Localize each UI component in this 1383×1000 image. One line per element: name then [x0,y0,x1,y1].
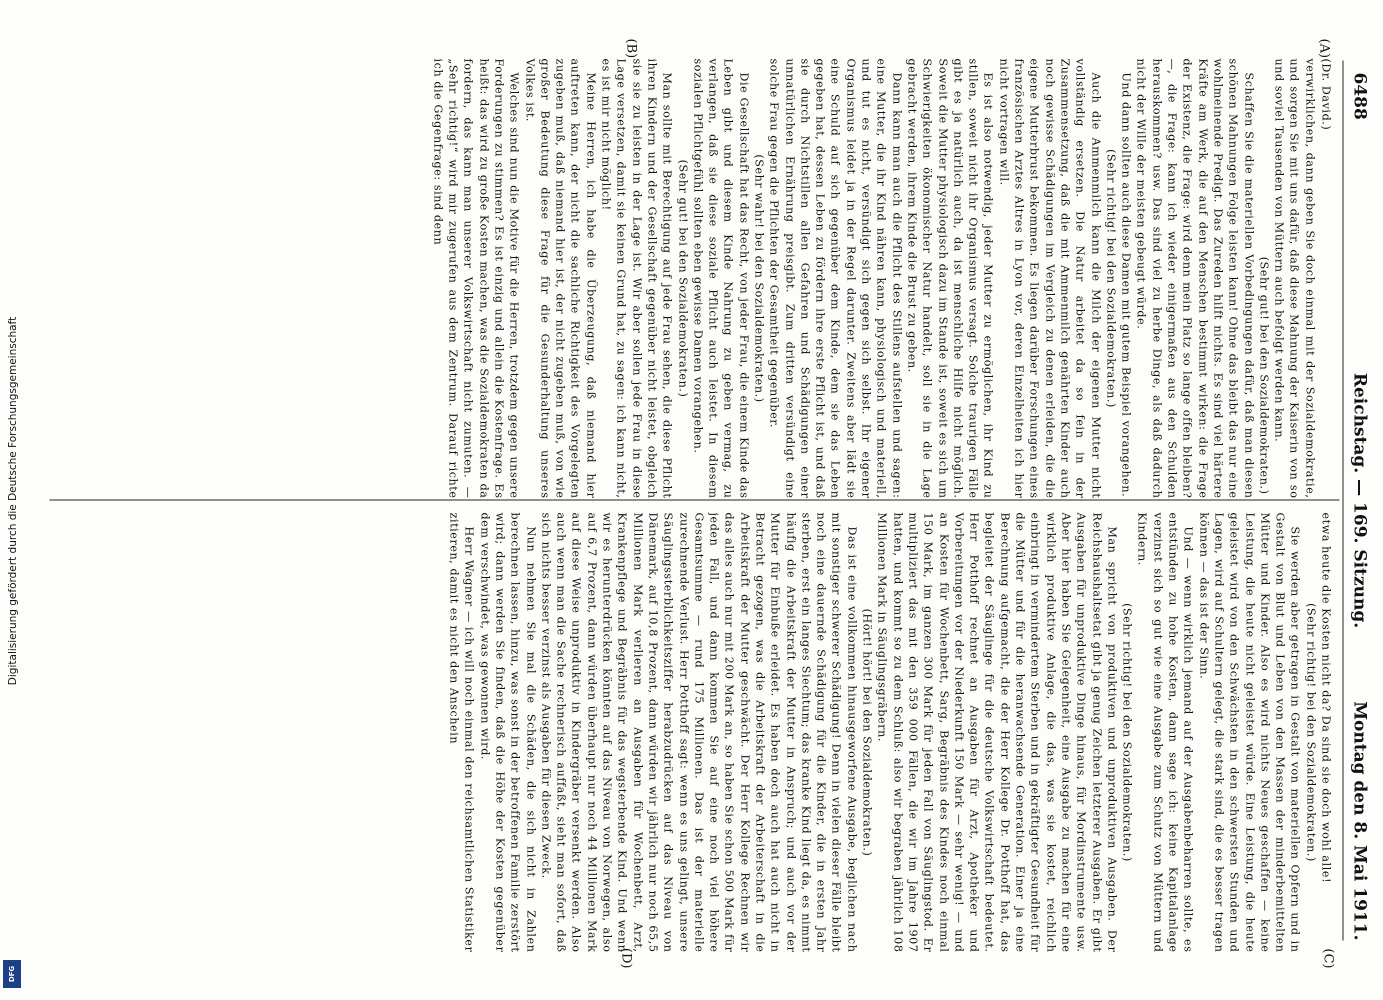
paragraph: Schaffen Sie die materiellen Vorbedingungen dafür, daß man diesen schönen Mahnungen Folge leisten kann! Ohne das bleibt das nur eine wohlmeinende Predigt. Das Zureden hilft nichts. Es sind viel härtere Kräfte am Werk, die auf den Menschen bestimmt wirken: die Frage der Existenz, die Frage: wird denn mein Platz so lange offen bleiben? —, die Frage: kann ich wieder einigermaßen aus den Schulden herauskommen? usw. Das sind viel zu herbe Dinge, als daß dadurch nicht der Wille der meisten gebeugt würde. [1134,58,1255,498]
paragraph: Die Gesellschaft hat das Recht, von jeder Frau, die einem Kinde das Leben gibt und diesem Kinde Nahrung zu geben vermag, zu verlangen, daß sie diese soziale Pflicht auch leistet. In diesem sozialen Pflichtgefühl sollten eben gewisse Damen vorangehen. [690,58,750,498]
header-rule [1342,60,1343,940]
interjection: (Hört! hört! bei den Sozialdemokraten.) [860,608,874,856]
interjection: (Sehr gut! bei den Sozialdemokraten.) [675,159,689,397]
paragraph: Welches sind nun die Motive für die Herren, trotzdem gegen unsere Forderungen zu stimmen? Es ist einzig und allein die Kostenfrage. Es heißt: das wird zu große Kosten machen, was die Sozialdemokraten da fordern, das kann man unserer Volkswirtschaft nicht zumuten. — „Sehr richtig!“ wird mir zugerufen aus dem Zentrum. Darauf richte ich die Gegenfrage: sind denn [430,58,521,498]
interjection: (Sehr richtig! bei den Sozialdemokraten.) [1120,602,1134,862]
paragraph: Meine Herren, ich habe die Überzeugung, daß niemand hier auftreten kann, der nicht die sachliche Richtigkeit des Vorgelegten zugeben muß, daß niemand hier ist, der nicht zugeben muß, von wie großer Bedeutung diese Frage für die Gesunderhaltung unseres Volkes ist. [522,58,597,498]
interjection: (Sehr gut! bei den Sozialdemokraten.) [1256,256,1270,494]
margin-marker-d: (D) [618,947,633,968]
margin-marker-c: (C) [1320,947,1335,968]
session-title: Reichstag. — 169. Sitzung. [1349,372,1369,628]
dfg-logo-icon [3,960,21,988]
session-date: Montag den 8. Mai 1911. [1349,700,1369,940]
paragraph: Und — wenn wirklich jemand auf der Ausgabenbeharren sollte, es entstünden zu hohe Kosten, dann sage ich: keine Kapitalanlage verzinst sich so gut wie eine Ausgabe zum Schutz von Müttern und Kindern. [1135,512,1195,952]
paragraph: Man spricht von produktiven und unproduktiven Ausgaben. Der Reichshaushaltsetat gibt ja genug Zeichen letzterer Ausgaben. Er gibt Ausgaben für unproduktive Dinge hinaus, für Mordinstrumente usw. Aber hier haben Sie Gelegenheit, eine Ausgabe zu machen für eine wirklich produktive Anlage, die das, was sie kostet, reichlich einbringt in vermindertem Sterben und in gekräftigter Gesundheit für die Mütter und für die heranwachsende Generation. Einer ja eine Berechnung aufgemacht, die der Herr Kollege Dr. Potthoff hat, das begleitet der Säuglinge für die deutsche Volkswirtschaft bedeutet. Herr Potthoff rechnet an Ausgaben für Arzt, Apotheker und Vorbereitungen vor der Niederkunft 150 Mark — sehr wenig! — und an Kosten für Wochenbett, Sarg, Begräbnis des Kindes noch einmal 150 Mark, im ganzen 300 Mark für jeden Fall von Säuglingstod. Er multipliziert das mit den 359 000 Fällen, die wir im Jahre 1907 hatten, und kommt so zu dem Schluß: also wir begraben jährlich 108 Millionen Mark in Säuglingsgräbern. [875,512,1118,952]
paragraph: etwa heute die Kosten nicht da? Da sind sie doch wohl alle! [1319,512,1332,883]
paragraph: Man sollte mit Berechtigung auf jede Frau sehen, die diese Pflicht ihren Kindern und der Gesellschaft gegenüber nicht leistet, obgleich sie sie zu leisten in der Lage ist. Wir aber sollen jede Frau in diese Lage versetzen, damit sie keinen Grund hat, zu sagen: ich kann nicht, es ist mir nicht möglich! [599,58,674,498]
dfg-logo-text: DFG [8,965,16,983]
page-header [1341,0,1369,1000]
funding-note [2,36,24,994]
column-divider [49,499,1339,500]
paragraph: Sie werden aber getragen in Gestalt von materiellen Opfern und in Gestalt von Blut und Leben von den Massen der minderbemittelten Mütter und Kinder. Also es wird nichts Neues geschaffen — keine Leistung, die heute nicht geleistet würde. Eine Leistung, die heute geleistet wird von den Schwächsten in den schwersten Stunden und Lagen, wird auf Schultern gelegt, die stark sind, die es besser tragen können — das ist der Sinn. [1196,512,1302,952]
interjection: (Sehr wahr! bei den Sozialdemokraten.) [752,153,766,403]
paragraph: Herr Wagner — ich will noch einmal den reichsamtlichen Statistiker zitieren, damit es nicht den Anschein [447,512,476,952]
page-number: 6488 [1349,72,1369,120]
speaker-label: (Dr. David.) [1319,58,1332,130]
right-column [53,512,1333,952]
paragraph: Dann kann man auch die Pflicht des Stillens aufstellen und sagen: eine Mutter, die ihr Kind nähren kann, physiologisch und materiell, und tut es nicht, versündigt sich gegen sich selbst. Ihr eigener Organismus leidet ja in der Regel darunter. Zweitens aber lädt sie eine Schuld auf sich gegenüber dem Kinde, dem sie das Leben gegeben hat, dessen Leben zu fördern ihre erste Pflicht ist, und daß sie durch Nichtstillen allen Gefahren und Schädigungen einer unnatürlichen Ernährung preisgibt. Zum dritten versündigt eine solche Frau gegen die Pflichten der Gesamtheit gegenüber. [767,58,903,498]
funding-text: Digitalisierung gefördert durch die Deutsche Forschungsgemeinschaft [7,316,19,686]
paragraph: Das ist eine vollkommen hinausgeworfene Ausgabe, beglichen nach mit sonstiger schwerer Schädigung! Denn in vielen dieser Fälle bleibt noch eine dauernde Schädigung für die Kinder, die in ersten Jahr sterben, erst ein langes Siechtum; das kranke Kind liegt da, es nimmt häufig die Arbeitskraft der Mutter in Anspruch; und auch vor der Mutter für Einbuße erleidet. Es haben doch auch hat auch nicht in Betracht gezogen, was die Arbeitskraft der Arbeiterschaft in die Arbeitskraft der Mutter geschwächt. Der Herr Kollege Rechnen wir das alles auch nur mit 200 Mark an, so haben Sie schon 500 Mark für jeden Fall, und dann kommen Sie auf eine noch viel höhere Gesamtsumme — rund 175 Millionen. Das ist der materielle zurechnende Verlust. Herr Potthoff sagt: wenn es uns gelingt, unsere Säuglingssterblichkeitsziffer herabzudrücken auf das Niveau von Dänemark, auf 10,8 Prozent, dann würden wir jährlich nur noch 65,5 Millionen Mark verlieren an Ausgaben für Wochenbett, Arzt, Krankenpflege und Begräbnis für das wegsterbende Kind. Und wenn wir es herunterdrücken könnten auf das Niveau von Norwegen, also auf 6,7 Prozent, dann würden überhaupt nur noch 44 Millionen Mark auf diese Weise unproduktiv in Kindergräber versenkt werden. Also auch wenn man die Sache rechnerisch auffaßt, sieht man sofort, daß sich nichts besser verzinst als Ausgaben für diesen Zweck. [538,512,858,952]
left-column [53,58,1333,498]
paragraph: Und dann sollten auch diese Damen mit gutem Beispiel vorangehen. [1119,72,1133,497]
paragraph: Nun nehmen Sie mal die Schäden, die sich nicht in Zahlen berechnen lassen, hinzu, was sonst in der betroffenen Familie zerstört wird; dann werden Sie finden, daß die Höhe der Kosten gegenüber dem verschwindet, was gewonnen wird. [477,512,537,952]
interjection: (Sehr richtig! bei den Sozialdemokraten.) [1303,602,1317,862]
paragraph: Es ist also notwendig, jeder Mutter zu ermöglichen, ihr Kind zu stillen, soweit nicht ihr Organismus versagt. Solche traurigen Fälle gibt es ja natürlich auch, da ist menschliche Hilfe nicht möglich. Soweit die Mutter physiologisch dazu im Stande ist, soweit es sich um Schwierigkeiten ökonomischer Natur handelt, soll sie in die Lage gebracht werden, ihrem Kinde die Brust zu geben. [904,58,995,498]
paragraph: verwirklichen, dann geben Sie doch einmal mit der Sozialdemokratie, und sorgen Sie mit uns dafür, daß diese Mahnung der Kaiserin von so und soviel Tausenden von Müttern auch befolgt werden kann. [1272,58,1316,498]
margin-marker-b: (B) [623,38,638,58]
margin-marker-a: (A) [1316,38,1331,58]
paragraph: Auch die Ammenmilch kann die Milch der eigenen Mutter nicht vollständig ersetzen. Die Natur arbeitet da so fein in der Zusammensetzung, daß die mit Ammenmilch genährten Kinder auch noch gewisse Schädigungen im Vergleich zu denen erleiden, die die eigene Mutterbrust bekommen. Es liegen darüber Forschungen eines französischen Arztes Altres in Lyon vor, deren Einzelheiten ich hier nicht vortragen will. [996,58,1102,498]
interjection: (Sehr richtig! bei den Sozialdemokraten.) [1103,148,1117,408]
